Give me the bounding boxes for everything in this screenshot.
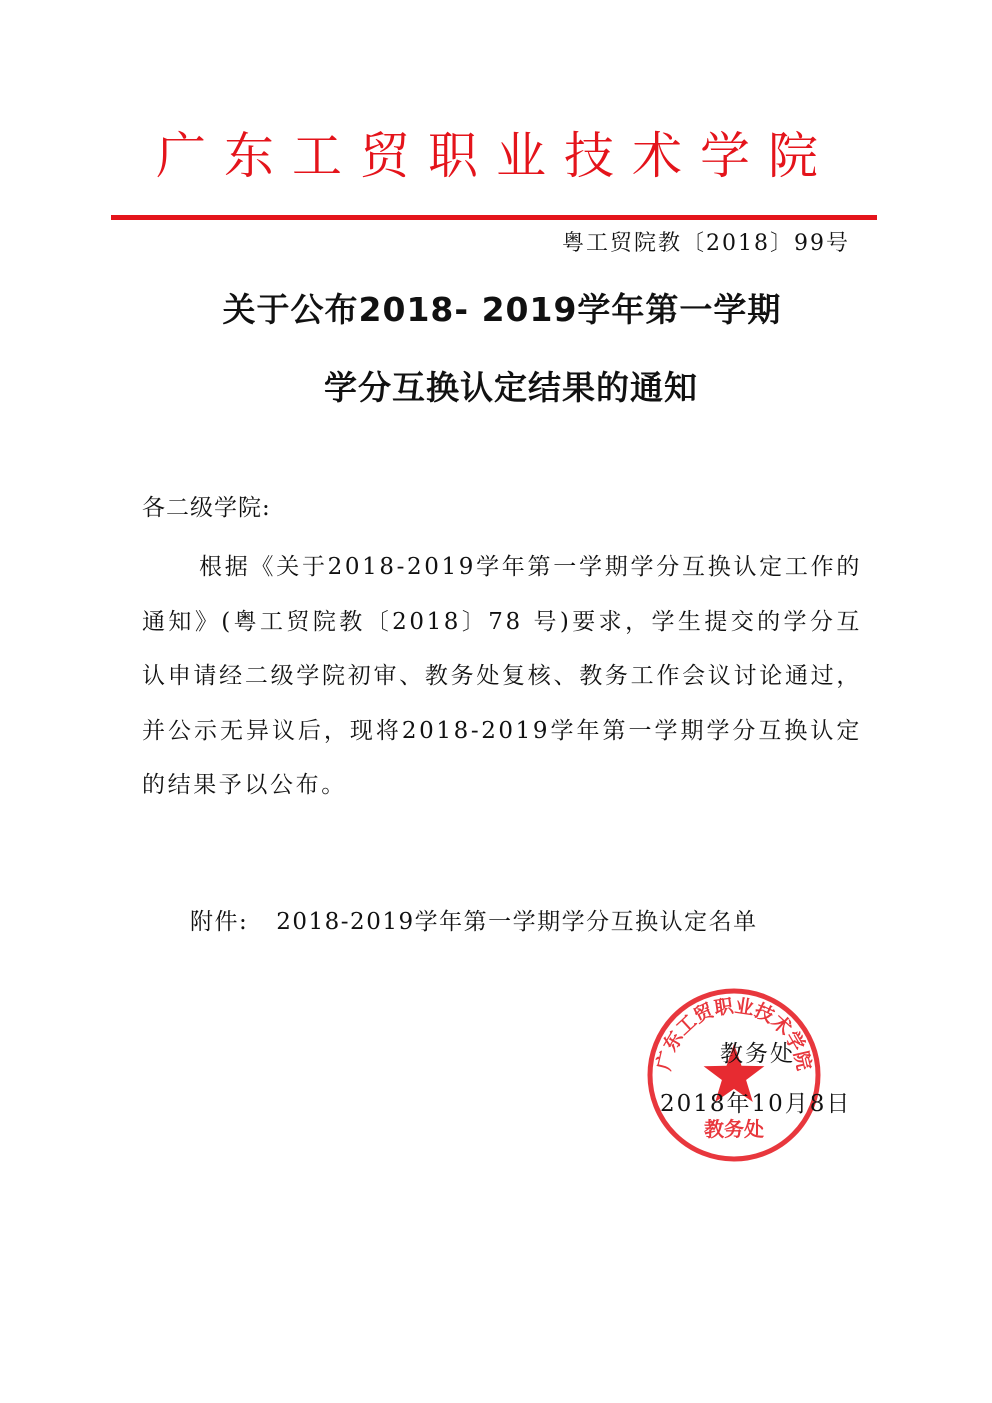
signature-date: 2018年10月8日: [660, 1091, 852, 1117]
attachment-text: 2018-2019学年第一学期学分互换认定名单: [276, 909, 758, 935]
seal-bottom-text: 教务处: [704, 1117, 764, 1141]
seal-arc-text: 广东工贸职业技术学院: [652, 995, 816, 1073]
red-star-seal-icon: [645, 986, 823, 1164]
attachment-line: [190, 902, 758, 942]
document-title-line-1: 关于公布2018- 2019学年第一学期: [222, 290, 782, 329]
attachment-label: 附件:: [190, 909, 249, 935]
salutation: 各二级学院:: [142, 495, 271, 521]
header-divider: [111, 215, 877, 220]
document-number: 粤工贸院教〔2018〕99号: [562, 231, 850, 256]
institution-header: 广东工贸职业技术学院: [156, 127, 836, 185]
document-title-line-2: 学分互换认定结果的通知: [324, 368, 698, 407]
body-paragraph: 根据《关于2018-2019学年第一学期学分互换认定工作的通知》(粤工贸院教〔2018〕78 号)要求，学生提交的学分互认申请经二级学院初审、教务处复核、教务工作会议讨论通过，并公示无异议后，现将2018-2019学年第一学期学分互换认定的结果予以公布。: [142, 554, 862, 798]
signature-office: 教务处: [720, 1041, 795, 1067]
